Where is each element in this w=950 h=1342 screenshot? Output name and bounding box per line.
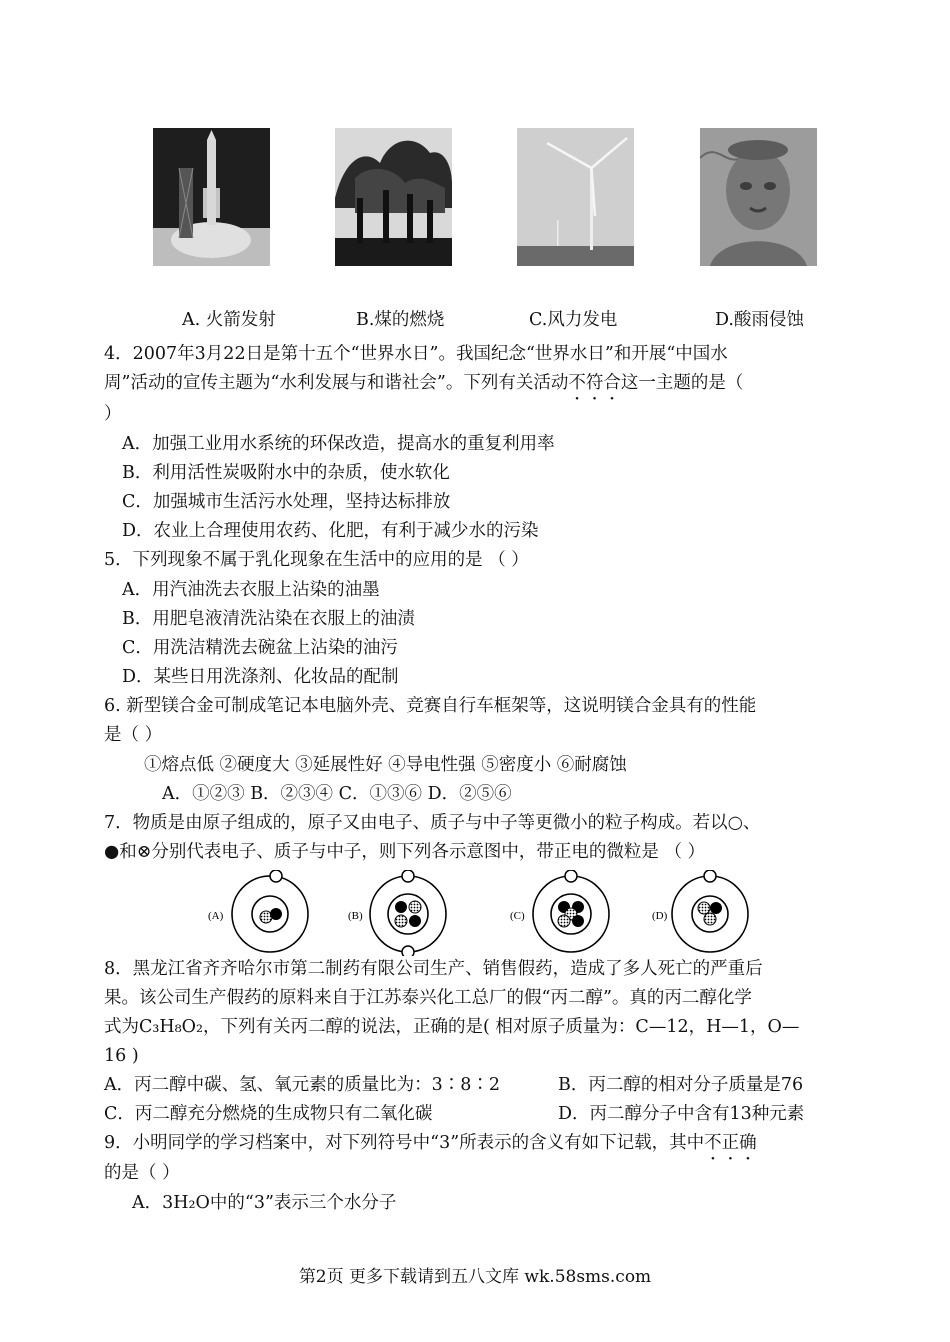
q4-line-3: ） xyxy=(104,404,122,424)
page-footer: 第2页 更多下载请到五八文库 wk.58sms.com xyxy=(298,1267,652,1287)
q8-line-3: 式为C₃H₈O₂，下列有关丙二醇的说法，正确的是( 相对原子质量为：C—12，H—1，O— xyxy=(104,1017,800,1037)
q8-option-c: C．丙二醇充分燃烧的生成物只有二氧化碳 xyxy=(104,1104,433,1124)
q9-emphasis xyxy=(704,1133,757,1153)
q4-option-d: D．农业上合理使用农药、化肥，有利于减少水的污染 xyxy=(122,521,539,541)
q8-line-1: 8．黑龙江省齐齐哈尔市第二制药有限公司生产、销售假药，造成了多人死亡的严重后 xyxy=(104,959,763,979)
emphasis-char: 正 xyxy=(721,1133,740,1153)
q9-option-a: A．3H₂O中的“3”表示三个水分子 xyxy=(132,1193,397,1213)
q9-line-2: 的是（ ） xyxy=(104,1163,180,1183)
q6-line-1: 6. 新型镁合金可制成笔记本电脑外壳、竞赛自行车框架等，这说明镁合金具有的性能 xyxy=(104,696,757,716)
atom-c-label: (C) xyxy=(510,910,525,922)
q3-caption-b: B.煤的燃烧 xyxy=(356,310,445,330)
coal-burning-photo xyxy=(335,128,452,266)
q8-option-d: D．丙二醇分子中含有13种元素 xyxy=(558,1104,805,1124)
q4-option-c: C．加强城市生活污水处理，坚持达标排放 xyxy=(122,492,451,512)
atom-a-label: (A) xyxy=(208,910,224,922)
q8-option-b: B．丙二醇的相对分子质量是76 xyxy=(558,1075,804,1095)
q5-option-a: A．用汽油洗去衣服上沾染的油墨 xyxy=(122,580,380,600)
q3-caption-d: D.酸雨侵蚀 xyxy=(715,310,804,330)
q5-option-d: D．某些日用洗涤剂、化妆品的配制 xyxy=(122,667,399,687)
q6-options: A．①②③ B．②③④ C．①③⑥ D．②⑤⑥ xyxy=(162,784,512,804)
q6-line-2: 是（ ） xyxy=(104,725,163,745)
q8-option-a: A．丙二醇中碳、氢、氧元素的质量比为：3∶8∶2 xyxy=(104,1075,501,1095)
q6-properties: ①熔点低 ②硬度大 ③延展性好 ④导电性强 ⑤密度小 ⑥耐腐蚀 xyxy=(144,755,627,775)
q3-caption-a: A. 火箭发射 xyxy=(182,310,276,330)
atom-c xyxy=(510,870,609,952)
q4-emphasis xyxy=(568,373,621,393)
q8-line-4: 16 ) xyxy=(104,1046,139,1066)
q4-option-a: A．加强工业用水系统的环保改造，提高水的重复利用率 xyxy=(122,434,555,454)
q4-line-2: 周”活动的宣传主题为“水利发展与和谐社会”。下列有关活动不符合这一主题的是（ xyxy=(104,373,744,393)
acid-rain-erosion-photo xyxy=(700,128,817,266)
atom-d xyxy=(652,870,748,952)
wind-power-photo xyxy=(517,128,634,266)
emphasis-char: 不 xyxy=(704,1133,722,1153)
q4-option-b: B．利用活性炭吸附水中的杂质，使水软化 xyxy=(122,463,450,483)
q4-line-1: 4．2007年3月22日是第十五个“世界水日”。我国纪念“世界水日”和开展“中国水 xyxy=(104,344,728,364)
q8-line-2: 果。该公司生产假药的原料来自于江苏泰兴化工总厂的假“丙二醇”。真的丙二醇化学 xyxy=(104,988,752,1008)
q5-option-c: C．用洗洁精洗去碗盆上沾染的油污 xyxy=(122,638,398,658)
q7-line-1: 7．物质是由原子组成的，原子又由电子、质子与中子等更微小的粒子构成。若以○、 xyxy=(104,813,761,833)
emphasis-char: 符 xyxy=(585,373,604,393)
atom-b xyxy=(348,870,446,956)
emphasis-char: 确 xyxy=(739,1133,757,1153)
atom-b-label: (B) xyxy=(348,910,363,922)
q5-option-b: B．用肥皂液清洗沾染在衣服上的油渍 xyxy=(122,609,415,629)
emphasis-char: 合 xyxy=(603,373,621,393)
q5-stem: 5．下列现象不属于乳化现象在生活中的应用的是 （ ） xyxy=(104,550,529,570)
emphasis-char: 不 xyxy=(568,373,586,393)
q9-line-1: 9．小明同学的学习档案中，对下列符号中“3”所表示的含义有如下记载，其中不正确 xyxy=(104,1133,757,1153)
q3-caption-c: C.风力发电 xyxy=(529,310,618,330)
rocket-launch-photo xyxy=(153,128,270,266)
q7-line-2: ●和⊗分别代表电子、质子与中子，则下列各示意图中，带正电的微粒是 （ ） xyxy=(104,842,706,862)
atom-a xyxy=(208,870,308,952)
atom-d-label: (D) xyxy=(652,910,668,922)
atom-diagrams xyxy=(200,870,760,956)
